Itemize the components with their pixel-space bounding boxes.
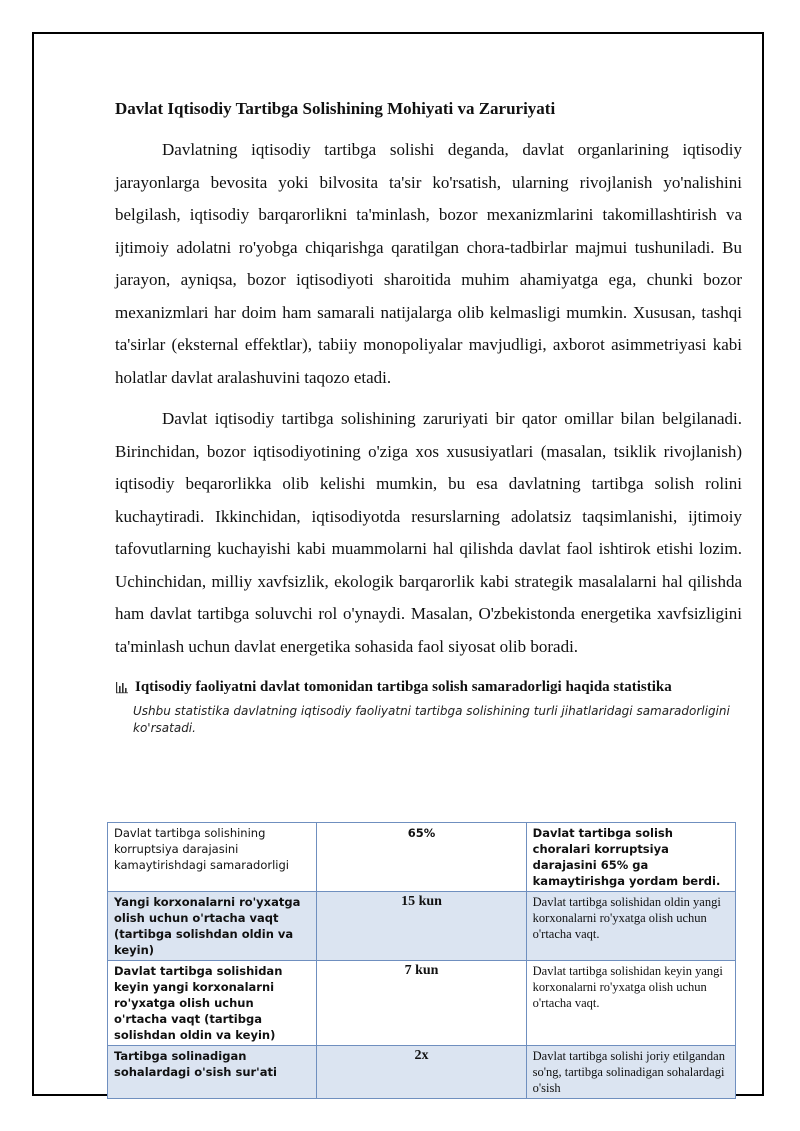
row-value: 2x: [317, 1046, 526, 1099]
table-row: [108, 961, 736, 1046]
table-row: [108, 1046, 736, 1099]
table-row: [108, 892, 736, 961]
statistics-table: [107, 822, 736, 1099]
row-label: Davlat tartibga solishidan keyin yangi korxonalarni ro'yxatga olish uchun o'rtacha vaqt (tartibga solishdan oldin va keyin): [108, 961, 317, 1046]
row-value: 15 kun: [317, 892, 526, 961]
statistics-title: Iqtisodiy faoliyatni davlat tomonidan tartibga solish samaradorligi haqida statistika: [135, 679, 672, 695]
row-label: Tartibga solinadigan sohalardagi o'sish sur'ati: [108, 1046, 317, 1099]
table-row: [108, 823, 736, 892]
row-value: 7 kun: [317, 961, 526, 1046]
row-label: Yangi korxonalarni ro'yxatga olish uchun o'rtacha vaqt (tartibga solishdan oldin va keyin): [108, 892, 317, 961]
bar-chart-icon: [115, 680, 129, 694]
statistics-description: Ushbu statistika davlatning iqtisodiy faoliyatni tartibga solishining turli jihatlaridagi samaradorligini ko'rsatadi.: [133, 704, 730, 735]
row-note: Davlat tartibga solish choralari korruptsiya darajasini 65% ga kamaytirishga yordam berdi.: [526, 823, 735, 892]
row-note: Davlat tartibga solishidan keyin yangi korxonalarni ro'yxatga olish uchun o'rtacha vaqt.: [526, 961, 735, 1046]
row-value: 65%: [317, 823, 526, 892]
statistics-heading: [115, 677, 742, 697]
document-body: [115, 95, 742, 741]
paragraph-1: Davlatning iqtisodiy tartibga solishi deganda, davlat organlarining iqtisodiy jarayonlarga bevosita yoki bilvosita ta'sir ko'rsatish, ularning rivojlanish yo'nalishini belgilash, iqtisodiy barqarorlikni ta'minlash, bozor mexanizmlarini takomillashtirish va ijtimoiy adolatni ro'yobga chiqarishga qaratilgan chora-tadbirlar majmui tushuniladi. Bu jarayon, ayniqsa, bozor iqtisodiyoti sharoitida muhim ahamiyatga ega, chunki bozor mexanizmlari har doim ham samarali natijalarga olib kelmasligi mumkin. Xususan, tashqi ta'sirlar (eksternal effektlar), tabiiy monopoliyalar mavjudligi, axborot asimmetriyasi kabi holatlar davlat aralashuvini taqozo etadi.: [115, 140, 742, 387]
document-title: Davlat Iqtisodiy Tartibga Solishining Mohiyati va Zaruriyati: [115, 99, 556, 118]
row-note: Davlat tartibga solishi joriy etilgandan so'ng, tartibga solinadigan sohalardagi o'sish: [526, 1046, 735, 1099]
row-note: Davlat tartibga solishidan oldin yangi korxonalarni ro'yxatga olish uchun o'rtacha vaqt.: [526, 892, 735, 961]
row-label: Davlat tartibga solishining korruptsiya darajasini kamaytirishdagi samaradorligi: [108, 823, 317, 892]
paragraph-2: Davlat iqtisodiy tartibga solishining zaruriyati bir qator omillar bilan belgilanadi. Birinchidan, bozor iqtisodiyotining o'ziga xos xususiyatlari (masalan, tsiklik rivojlanish) iqtisodiy beqarorlikka olib kelishi mumkin, bu esa davlatning tartibga solish rolini kuchaytiradi. Ikkinchidan, iqtisodiyotda resurslarning adolatsiz taqsimlanishi, ijtimoiy tafovutlarning kuchayishi kabi muammolarni hal qilishda davlat faol ishtirok etishi lozim. Uchinchidan, milliy xavfsizlik, ekologik barqarorlik kabi strategik masalalarni hal qilishda ham davlat tartibga soluvchi rol o'ynaydi. Masalan, O'zbekistonda energetika xavfsizligini ta'minlash uchun davlat energetika sohasida faol siyosat olib boradi.: [115, 409, 742, 656]
